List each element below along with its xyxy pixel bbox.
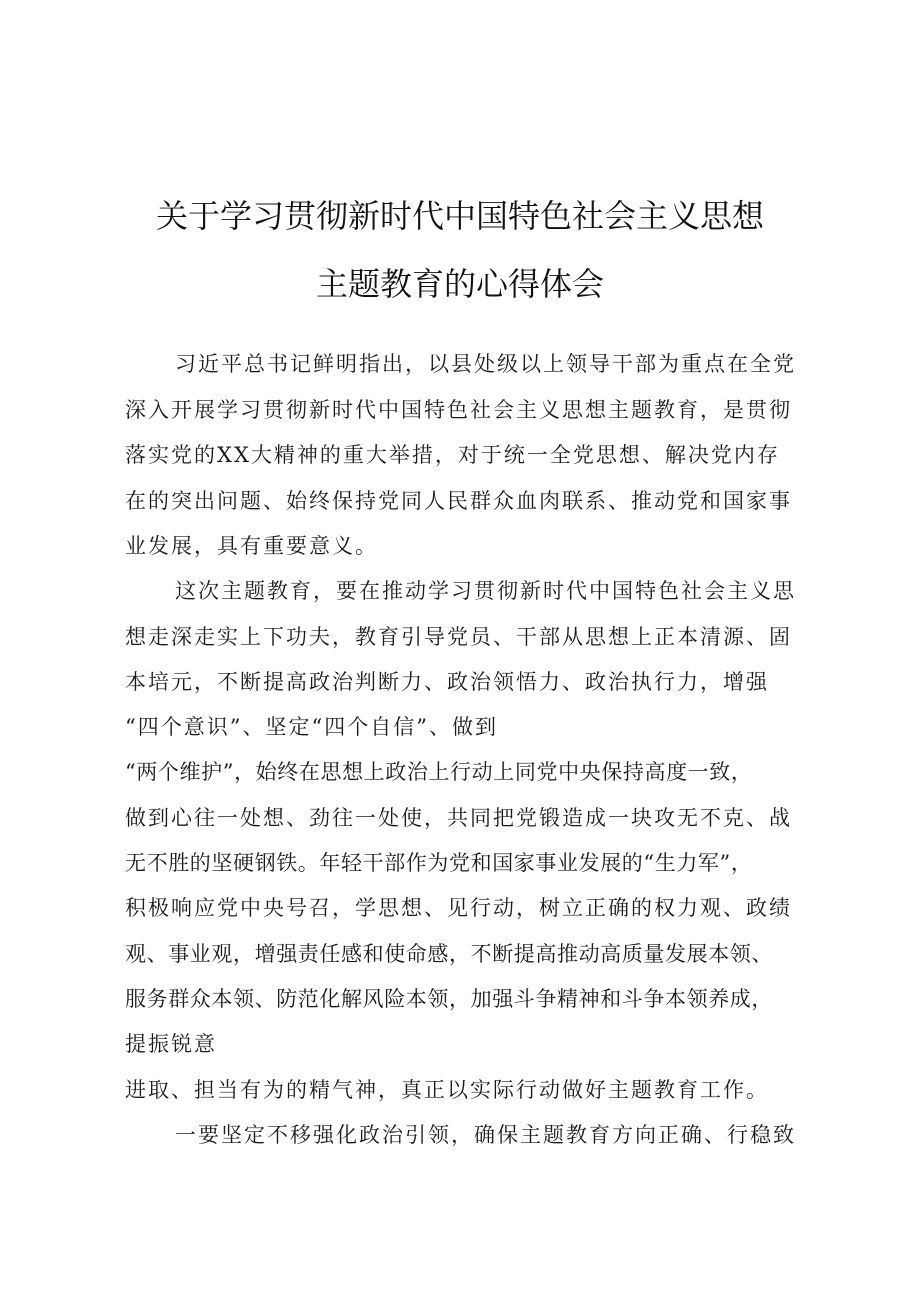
document-title-line-2: 主题教育的心得体会 [315, 265, 604, 303]
paragraph-2-line-9: 观、事业观，增强责任感和使命感，不断提高推动高质量发展本领、 [125, 942, 773, 966]
paragraph-1-line-5: 业发展，具有重要意义。 [125, 534, 378, 558]
paragraph-2-line-11: 提振锐意 [125, 1032, 217, 1056]
paragraph-1-line-4: 在的突出问题、始终保持党同人民群众血肉联系、推动党和国家事 [125, 489, 792, 513]
paragraph-2-line-6: 做到心往一处想、劲往一处使，共同把党锻造成一块攻无不克、战 [125, 806, 792, 830]
paragraph-1-line-1: 习近平总书记鲜明指出，以县处级以上领导干部为重点在全党 [175, 352, 796, 376]
paragraph-2-line-1: 这次主题教育，要在推动学习贯彻新时代中国特色社会主义思 [175, 579, 796, 603]
paragraph-1-line-3: 落实党的XX大精神的重大举措，对于统一全党思想、解决党内存 [125, 443, 780, 467]
paragraph-2-line-2: 想走深走实上下功夫，教育引导党员、干部从思想上正本清源、固 [125, 625, 792, 649]
paragraph-2-line-7: 无不胜的坚硬钢铁。年轻干部作为党和国家事业发展的“生力军”， [125, 851, 753, 875]
paragraph-3-line-1: 一要坚定不移强化政治引领，确保主题教育方向正确、行稳致 [175, 1123, 796, 1147]
paragraph-2-line-10: 服务群众本领、防范化解风险本领，加强斗争精神和斗争本领养成， [125, 987, 773, 1011]
paragraph-2-line-8: 积极响应党中央号召，学思想、见行动，树立正确的权力观、政绩 [125, 896, 792, 920]
paragraph-2-line-5: “两个维护”，始终在思想上政治上行动上同党中央保持高度一致， [125, 760, 753, 784]
paragraph-1-line-2: 深入开展学习贯彻新时代中国特色社会主义思想主题教育，是贯彻 [125, 398, 792, 422]
paragraph-2-line-3: 本培元，不断提高政治判断力、政治领悟力、政治执行力，增强 [125, 670, 769, 694]
paragraph-2-line-12: 进取、担当有为的精气神，真正以实际行动做好主题教育工作。 [125, 1078, 769, 1102]
document-title-line-1: 关于学习贯彻新时代中国特色社会主义思想 [155, 197, 764, 235]
paragraph-2-line-4: “四个意识”、坚定“四个自信”、做到 [125, 715, 498, 739]
